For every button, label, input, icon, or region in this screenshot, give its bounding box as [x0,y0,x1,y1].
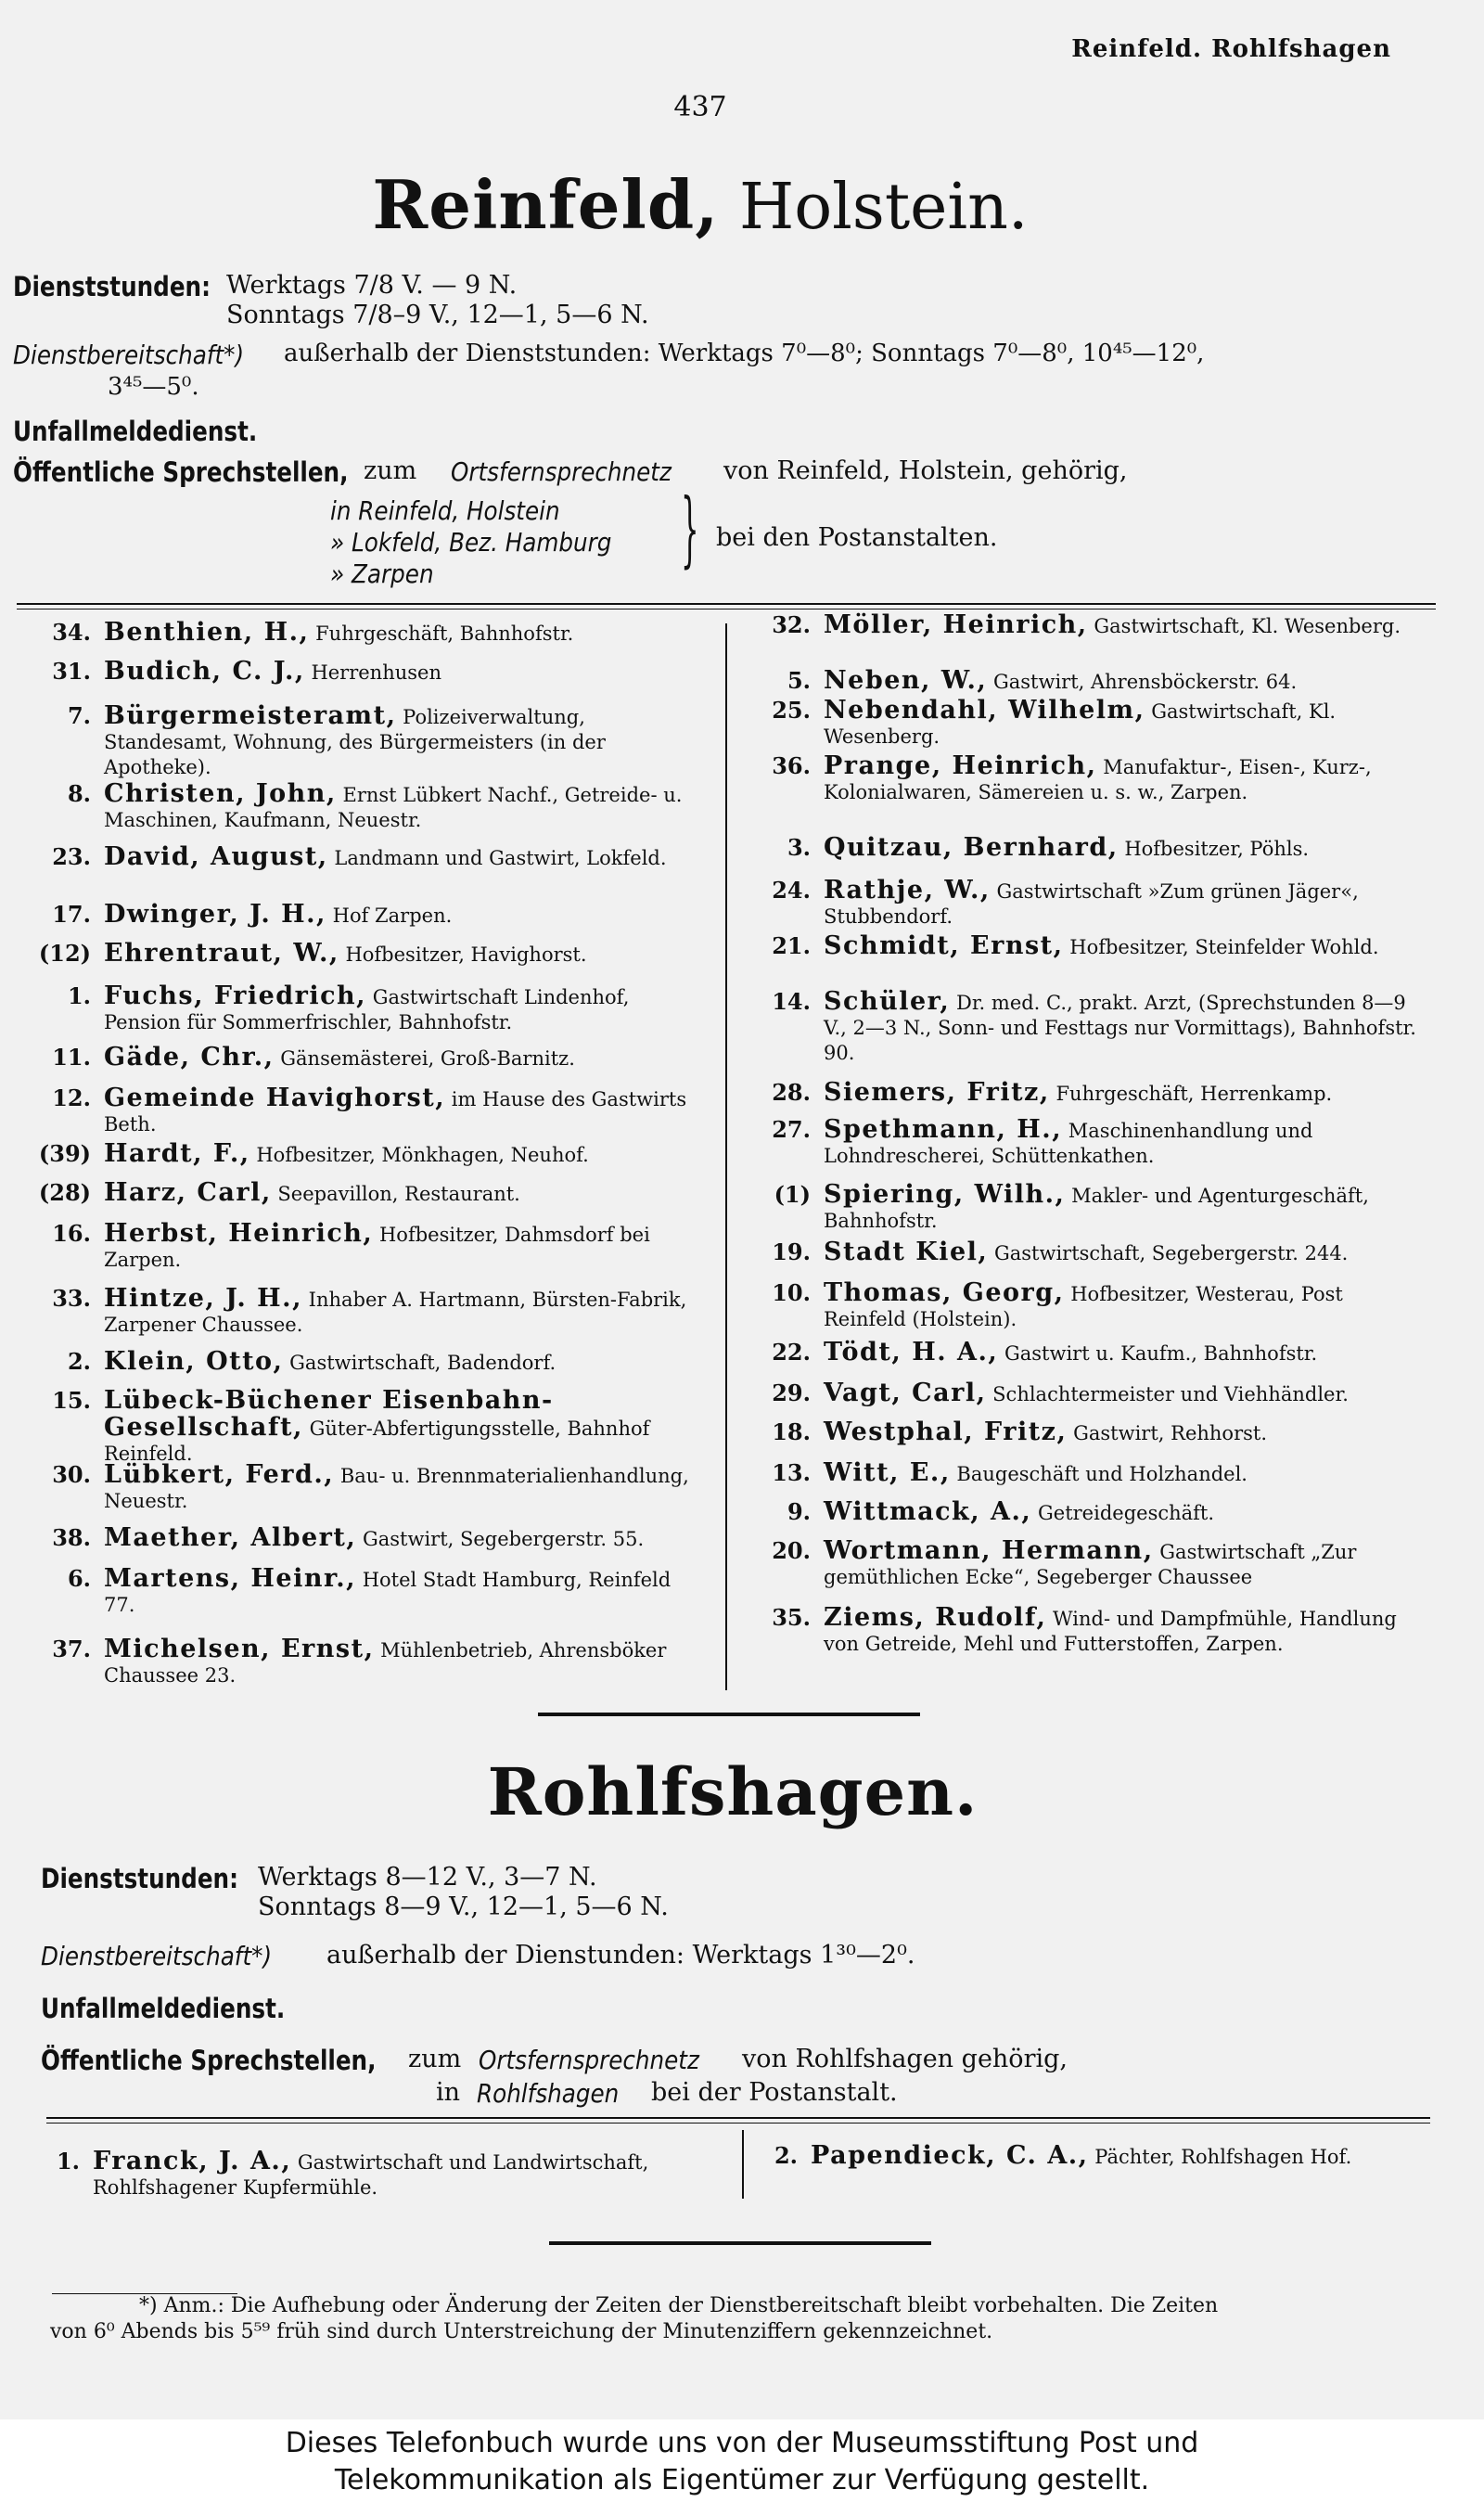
entry-number: 1. [56,2148,80,2175]
entry-number: 12. [52,1084,91,1111]
entry-number: 31. [52,658,91,685]
rohlfs-hours-line1: Werktags 8—12 V., 3—7 N. [258,1863,597,1892]
footnote-line-1: *) Anm.: Die Aufhebung oder Änderung der Zeiten der Dienstbereitschaft bleibt vorbehalten. Die Zeiten [139,2294,1219,2317]
entry-detail: Güter-Abfertigungsstelle, Bahnhof Reinfeld. [104,1418,650,1465]
entry-name: Wittmack, A., [824,1497,1032,1526]
entry-number: 1. [67,982,91,1009]
rohlfs-bereitschaft-label: Dienstbereitschaft*) [41,1941,273,1971]
entry-detail: Pächter, Rohlfshagen Hof. [1094,2146,1352,2168]
entry-number: 36. [772,752,811,779]
directory-entry [787,1497,1417,1526]
directory-entry [772,1078,1417,1107]
entry-number: 37. [52,1636,91,1662]
entry-detail: Gastwirtschaft, Segebergerstr. 244. [993,1242,1349,1264]
directory-entry [772,1338,1417,1366]
entry-number: (39) [38,1140,91,1167]
entry-name: Witt, E., [824,1458,951,1487]
directory-entry [787,833,1417,862]
footer-line-2: Telekommunikation als Eigentümer zur Verfügung gestellt. [334,2464,1150,2496]
rohlfs-sprech-rest: von Rohlfshagen gehörig, [742,2045,1068,2073]
entry-name: David, August, [104,842,328,871]
column-divider [725,623,727,1690]
entry-number: 18. [772,1418,811,1445]
entry-number: 38. [52,1524,91,1551]
section-separator-2 [549,2241,931,2245]
entry-name: Ziems, Rudolf, [824,1603,1047,1632]
entry-number: 13. [772,1459,811,1486]
directory-entry [52,1386,707,1467]
footer-line-1: Dieses Telefonbuch wurde uns von der Museumsstiftung Post und [285,2427,1199,2459]
rohlfs-hours-line2: Sonntags 8—9 V., 12—1, 5—6 N. [258,1893,669,1921]
entry-detail: Hotel Stadt Hamburg, Reinfeld 77. [104,1569,672,1616]
rohlfs-unfall-label: Unfallmeldedienst. [41,1993,286,2024]
entry-name: Lübeck-Büchener Eisenbahn-Gesellschaft, [104,1386,554,1442]
entry-name: Siemers, Fritz, [824,1078,1050,1107]
entry-detail: Herrenhusen [311,661,441,684]
top-rule [17,603,1436,605]
entry-number: 2. [67,1348,91,1375]
entry-number: 25. [772,697,811,724]
rohlfs-dienststunden [41,1863,274,1894]
reinfeld-hours-line1: Werktags 7/8 V. — 9 N. [226,271,518,300]
directory-entry [772,751,1417,805]
reinfeld-title [0,165,1401,244]
entry-detail: Wind- und Dampfmühle, Handlung von Getreide, Mehl und Futterstoffen, Zarpen. [824,1608,1397,1655]
entry-detail: Hofbesitzer, Havighorst. [345,943,587,966]
entry-name: Michelsen, Ernst, [104,1635,375,1663]
directory-entry [52,1043,707,1071]
directory-entry [52,1523,707,1552]
directory-entry [38,1178,707,1207]
entry-detail: Gastwirt, Rehhorst. [1073,1422,1268,1444]
entry-detail: Inhaber A. Hartmann, Bürsten-Fabrik, Zarpener Chaussee. [104,1289,687,1336]
entry-detail: Gastwirtschaft, Kl. Wesenberg. [1094,615,1401,637]
entry-number: 27. [772,1116,811,1143]
unfall-label: Unfallmeldedienst. [13,416,258,447]
entry-number: 19. [772,1238,811,1265]
directory-entry [772,1115,1417,1169]
entry-name: Bürgermeisteramt, [104,701,397,730]
entry-name: Ehrentraut, W., [104,939,339,968]
entry-name: Schüler, [824,987,951,1016]
directory-entry [772,1418,1417,1446]
entry-number: 34. [52,619,91,646]
directory-entry [52,1284,707,1338]
reinfeld-sprechstellen [13,456,407,488]
rohlfs-rule [46,2117,1430,2119]
entry-detail: Polizeiverwaltung, Standesamt, Wohnung, des Bürgermeisters (in der Apotheke). [104,706,606,778]
directory-entry [67,1347,707,1376]
entry-name: Westphal, Fritz, [824,1418,1068,1446]
entry-detail: Gastwirtschaft und Landwirtschaft, Rohlfshagener Kupfermühle. [93,2151,649,2199]
reinfeld-title-bold: Reinfeld, [372,165,720,244]
entry-number: 20. [772,1537,811,1564]
entry-detail: Hofbesitzer, Westerau, Post Reinfeld (Holstein). [824,1283,1343,1330]
directory-entry [772,1458,1417,1487]
entry-detail: Schlachtermeister und Viehhändler. [992,1383,1349,1405]
rohlfs-bereitschaft [41,1941,303,1971]
rohlfs-sprech-label: Öffentliche Sprechstellen, [41,2045,377,2076]
entry-detail: im Hause des Gastwirts Beth. [104,1088,687,1136]
entry-name: Schmidt, Ernst, [824,931,1064,960]
reinfeld-unfall [13,416,301,447]
entry-name: Klein, Otto, [104,1347,284,1376]
directory-entry [52,1460,707,1514]
entry-name: Neben, W., [824,666,988,695]
directory-entry [772,1278,1417,1332]
entry-name: Harz, Carl, [104,1178,272,1207]
directory-entry [772,1379,1417,1407]
directory-entry [772,696,1417,750]
entry-name: Dwinger, J. H., [104,900,326,929]
entry-name: Stadt Kiel, [824,1238,989,1266]
entry-number: (1) [774,1181,811,1208]
entry-detail: Baugeschäft und Holzhandel. [956,1463,1247,1485]
entry-detail: Fuhrgeschäft, Bahnhofstr. [315,622,574,645]
rohlfs-sprech-suffix: bei der Postanstalt. [651,2078,898,2107]
reinfeld-hours-line2: Sonntags 7/8–9 V., 12—1, 5—6 N. [226,301,649,329]
rohlfs-entry-right [774,2141,1441,2170]
place-3-wrap [330,558,448,589]
entry-name: Quitzau, Bernhard, [824,833,1119,862]
sprech-label: Öffentliche Sprechstellen, [13,456,349,488]
entry-name: Vagt, Carl, [824,1379,987,1407]
rohlfs-sprech-place: Rohlfshagen [477,2078,620,2109]
entry-detail: Getreidegeschäft. [1038,1502,1215,1524]
dienststunden-label: Dienststunden: [13,271,211,302]
bereitschaft-label: Dienstbereitschaft*) [13,340,245,370]
directory-entry [67,1564,707,1618]
rohlfs-sprech [41,2045,435,2076]
directory-entry [38,1139,707,1168]
entry-name: Papendieck, C. A., [811,2141,1089,2170]
entry-name: Spethmann, H., [824,1115,1063,1144]
rohlfs-sprech-netz: Ortsfernsprechnetz [479,2045,699,2075]
page-number: 437 [673,91,727,123]
entry-name: Tödt, H. A., [824,1338,999,1366]
directory-entry [38,939,707,968]
rohlfshagen-title: Rohlfshagen. [487,1753,979,1830]
entry-name: Spiering, Wilh., [824,1180,1066,1209]
directory-entry [52,842,707,871]
directory-entry [67,779,707,833]
directory-entry [52,618,707,647]
entry-detail: Bau- u. Brennmaterialienhandlung, Neuestr. [104,1465,689,1512]
section-separator-1 [538,1713,920,1716]
entry-name: Lübkert, Ferd., [104,1460,335,1489]
reinfeld-bereitschaft-text2: 3⁴⁵—5⁰. [108,373,199,401]
entry-detail: Gastwirt, Segebergerstr. 55. [362,1528,645,1550]
entry-name: Herbst, Heinrich, [104,1219,374,1248]
entry-number: 23. [52,843,91,870]
entry-detail: Gänsemästerei, Groß-Barnitz. [280,1047,575,1070]
entry-name: Gemeinde Havighorst, [104,1084,446,1112]
entry-number: 28. [772,1079,811,1106]
place-1-wrap [330,495,591,526]
directory-entry [772,876,1417,930]
entry-number: 10. [772,1279,811,1306]
reinfeld-title-rest: Holstein. [738,171,1029,244]
brace-symbol: } [681,481,699,576]
entry-detail: Gastwirtschaft, Kl. Wesenberg. [824,700,1337,748]
entry-detail: Landmann und Gastwirt, Lokfeld. [334,847,667,869]
entry-name: Gäde, Chr., [104,1043,275,1071]
reinfeld-bereitschaft-text: außerhalb der Dienststunden: Werktags 7⁰—8⁰; Sonntags 7⁰—8⁰, 10⁴⁵—12⁰, [284,340,1205,367]
entry-number: 16. [52,1220,91,1247]
directory-entry [52,1219,707,1273]
reinfeld-dienststunden [13,271,246,302]
entry-number: 9. [787,1498,811,1525]
rohlfs-place-wrap [477,2078,638,2109]
entry-number: 33. [52,1285,91,1312]
entry-number: (12) [38,940,91,967]
entry-detail: Gastwirt, Ahrensböckerstr. 64. [992,671,1298,693]
entry-number: 21. [772,932,811,959]
entry-detail: Gastwirtschaft, Badendorf. [289,1352,556,1374]
entry-name: Möller, Heinrich, [824,610,1088,639]
entry-detail: Mühlenbetrieb, Ahrensböker Chaussee 23. [104,1639,667,1687]
place-1: in Reinfeld, Holstein [330,495,560,526]
entry-name: Hintze, J. H., [104,1284,302,1313]
directory-entry [67,701,707,780]
entry-number: (28) [38,1179,91,1206]
place-2: » Lokfeld, Bez. Hamburg [330,527,612,558]
directory-entry [52,1635,707,1688]
entry-detail: Hofbesitzer, Steinfelder Wohld. [1069,936,1379,958]
sprech-netz: Ortsfernsprechnetz [451,456,672,487]
sprech-rest: von Reinfeld, Holstein, gehörig, [723,456,1128,485]
sprech-zum: zum [364,456,417,485]
entry-detail: Fuhrgeschäft, Herrenkamp. [1055,1083,1333,1105]
directory-entry [772,1603,1417,1657]
rohlfs-sprech-zum: zum [408,2045,462,2073]
directory-entry [772,1536,1417,1590]
entry-name: Franck, J. A., [93,2147,292,2175]
entry-name: Wortmann, Hermann, [824,1536,1154,1565]
entry-number: 11. [52,1044,91,1071]
entry-detail: Dr. med. C., prakt. Arzt, (Sprechstunden 8—9 V., 2—3 N., Sonn- und Festtags nur Vormittags), Bahnhofstr. 90. [824,992,1416,1064]
entry-detail: Seepavillon, Restaurant. [277,1183,520,1205]
reinfeld-bereitschaft [13,340,275,370]
entry-name: Nebendahl, Wilhelm, [824,696,1145,725]
entry-number: 8. [67,780,91,807]
directory-entry [772,1238,1417,1266]
place-2-wrap [330,527,650,558]
directory-entry [67,982,707,1035]
entry-number: 22. [772,1339,811,1366]
running-header: Reinfeld. Rohlfshagen [1071,35,1391,63]
entry-name: Thomas, Georg, [824,1278,1065,1307]
rohlfs-sprech-in: in [436,2078,461,2107]
entry-detail: Manufaktur-, Eisen-, Kurz-, Kolonialwaren, Sämereien u. s. w., Zarpen. [824,756,1372,803]
rohlfs-dienststunden-label: Dienststunden: [41,1863,238,1894]
entry-number: 5. [787,667,811,694]
entry-name: Benthien, H., [104,618,310,647]
entry-number: 7. [67,702,91,729]
entry-number: 32. [772,611,811,638]
entry-detail: Makler- und Agenturgeschäft, Bahnhofstr. [824,1185,1369,1232]
entry-detail: Gastwirtschaft »Zum grünen Jäger«, Stubbendorf. [824,880,1359,928]
entry-name: Rathje, W., [824,876,991,905]
rohlfs-netz-wrap [479,2045,729,2075]
directory-entry [772,931,1417,960]
place-3: » Zarpen [330,558,434,589]
footnote-line-2: von 6⁰ Abends bis 5⁵⁹ früh sind durch Unterstreichung der Minutenziffern gekennzeichnet. [50,2320,993,2343]
directory-entry [52,900,707,929]
entry-detail: Maschinenhandlung und Lohndrescherei, Schüttenkathen. [824,1120,1313,1167]
entry-name: Hardt, F., [104,1139,250,1168]
entry-detail: Hofbesitzer, Dahmsdorf bei Zarpen. [104,1224,650,1271]
directory-entry [774,1180,1417,1234]
entry-number: 30. [52,1461,91,1488]
places-suffix: bei den Postanstalten. [716,523,998,552]
entry-number: 35. [772,1604,811,1631]
archive-credit-footer [0,2419,1484,2502]
rohlfs-unfall [41,1993,328,2024]
entry-name: Maether, Albert, [104,1523,357,1552]
directory-entry [52,657,707,686]
entry-number: 24. [772,877,811,904]
entry-name: Christen, John, [104,779,337,808]
entry-number: 29. [772,1379,811,1406]
entry-name: Budich, C. J., [104,657,305,686]
directory-entry [772,610,1417,639]
directory-entry [787,666,1417,695]
entry-detail: Hofbesitzer, Mönkhagen, Neuhof. [256,1144,589,1166]
entry-name: Prange, Heinrich, [824,751,1097,780]
entry-detail: Ernst Lübkert Nachf., Getreide- u. Maschinen, Kaufmann, Neuestr. [104,784,683,831]
entry-name: Martens, Heinr., [104,1564,357,1593]
entry-detail: Gastwirt u. Kaufm., Bahnhofstr. [1004,1342,1318,1365]
entry-number: 14. [772,988,811,1015]
rohlfs-column-divider [742,2130,744,2199]
entry-detail: Gastwirtschaft „Zur gemüthlichen Ecke“, Segeberger Chaussee [824,1541,1357,1588]
directory-entry [772,987,1417,1066]
directory-entry [52,1084,707,1137]
sprech-netz-wrap [451,456,701,487]
entry-detail: Hofbesitzer, Pöhls. [1124,838,1310,860]
entry-number: 3. [787,834,811,861]
entry-detail: Gastwirtschaft Lindenhof, Pension für Sommerfrischler, Bahnhofstr. [104,986,630,1033]
entry-number: 6. [67,1565,91,1592]
rohlfs-entry-left [56,2147,723,2200]
entry-number: 2. [774,2142,798,2169]
entry-number: 17. [52,901,91,928]
entry-detail: Hof Zarpen. [332,905,453,927]
entry-number: 15. [52,1387,91,1414]
entry-name: Fuchs, Friedrich, [104,982,367,1010]
rohlfs-bereitschaft-text: außerhalb der Dienstunden: Werktags 1³⁰—2⁰. [326,1941,915,1970]
